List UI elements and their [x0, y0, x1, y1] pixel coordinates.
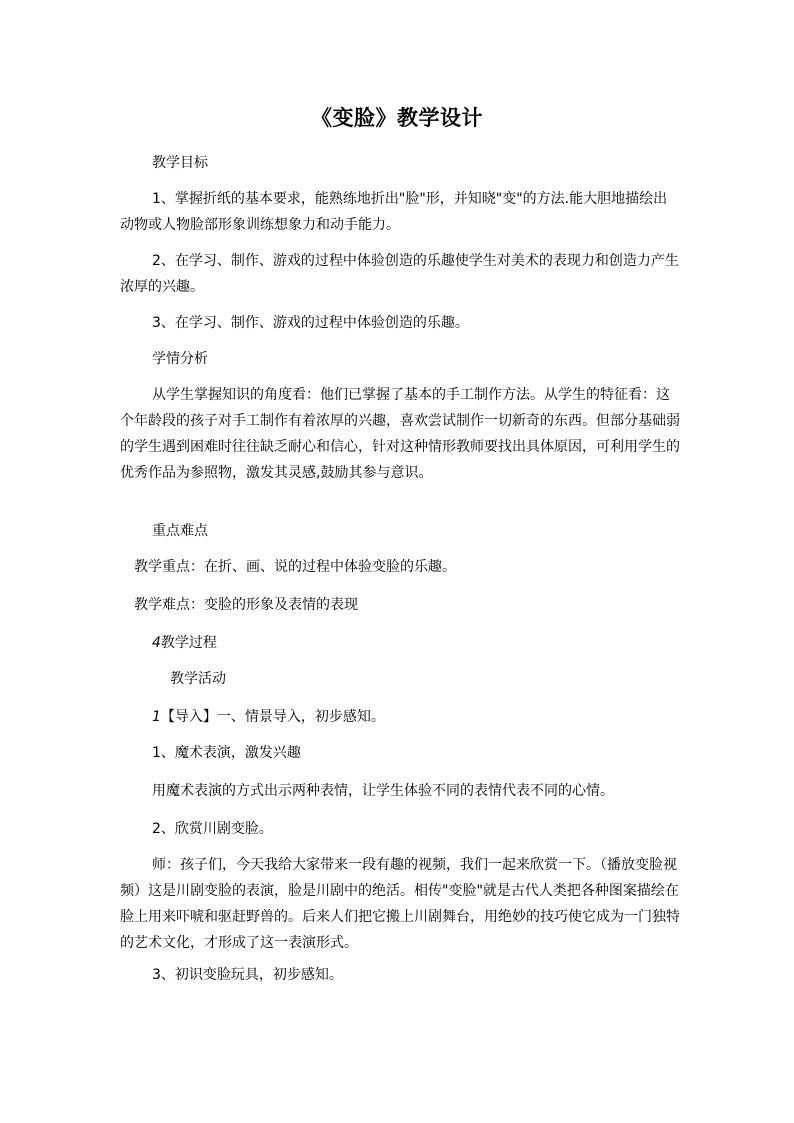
process-number: 4 — [152, 635, 161, 651]
step-3-heading: 3、初识变脸玩具，初步感知。 — [152, 967, 343, 983]
analysis-heading: 学情分析 — [152, 351, 208, 367]
step-1-paragraph: 用魔术表演的方式出示两种表情，让学生体验不同的表情代表不同的心情。 — [152, 783, 614, 799]
step-2-heading: 2、欣赏川剧变脸。 — [152, 821, 273, 837]
step-2-paragraph: 师：孩子们，今天我给大家带来一段有趣的视频，我们一起来欣赏一下。（播放变脸视频）这是川剧变脸的表演，脸是川剧中的绝活。相传"变脸"就是古代人类把各种图案描绘在脸上用来吓唬和驱赶野兽的。后来人们把它搬上川剧舞台，用绝妙的技巧使它成为一门独特的艺术文化，才形成了这一表演形式。 — [120, 857, 680, 951]
goal-3-paragraph: 3、在学习、制作、游戏的过程中体验创造的乐趣。 — [152, 315, 469, 331]
process-heading — [152, 630, 217, 656]
goal-2-paragraph: 2、在学习、制作、游戏的过程中体验创造的乐趣使学生对美术的表现力和创造力产生浓厚的兴趣。 — [120, 253, 679, 295]
intro-number: 1 — [152, 709, 161, 725]
step-1-heading: 1、魔术表演，激发兴趣 — [152, 745, 301, 761]
analysis-paragraph: 从学生掌握知识的角度看：他们已掌握了基本的手工制作方法。从学生的特征看：这个年龄段的孩子对手工制作有着浓厚的兴趣，喜欢尝试制作一切新奇的东西。但部分基础弱的学生遇到困难时往往缺乏耐心和信心，针对这种情形教师要找出具体原因，可利用学生的优秀作品为参照物，激发其灵感,鼓励其参与意识。 — [120, 387, 680, 481]
intro-heading-text: 【导入】一、情景导入，初步感知。 — [160, 709, 385, 725]
goals-heading: 教学目标 — [152, 155, 208, 171]
document-title: 《变脸》教学设计 — [311, 106, 483, 130]
process-heading-text: 教学过程 — [160, 635, 217, 651]
difficult-point-paragraph: 教学难点：变脸的形象及表情的表现 — [134, 597, 358, 613]
goal-1-paragraph: 1、掌握折纸的基本要求，能熟练地折出"脸"形，并知晓"变"的方法.能大胆地描绘出动物或人物脸部形象训练想象力和动手能力。 — [120, 191, 668, 233]
activity-heading: 教学活动 — [170, 671, 226, 687]
difficulty-heading: 重点难点 — [152, 523, 208, 539]
intro-heading — [152, 704, 385, 730]
key-point-paragraph: 教学重点：在折、画、说的过程中体验变脸的乐趣。 — [134, 559, 456, 575]
